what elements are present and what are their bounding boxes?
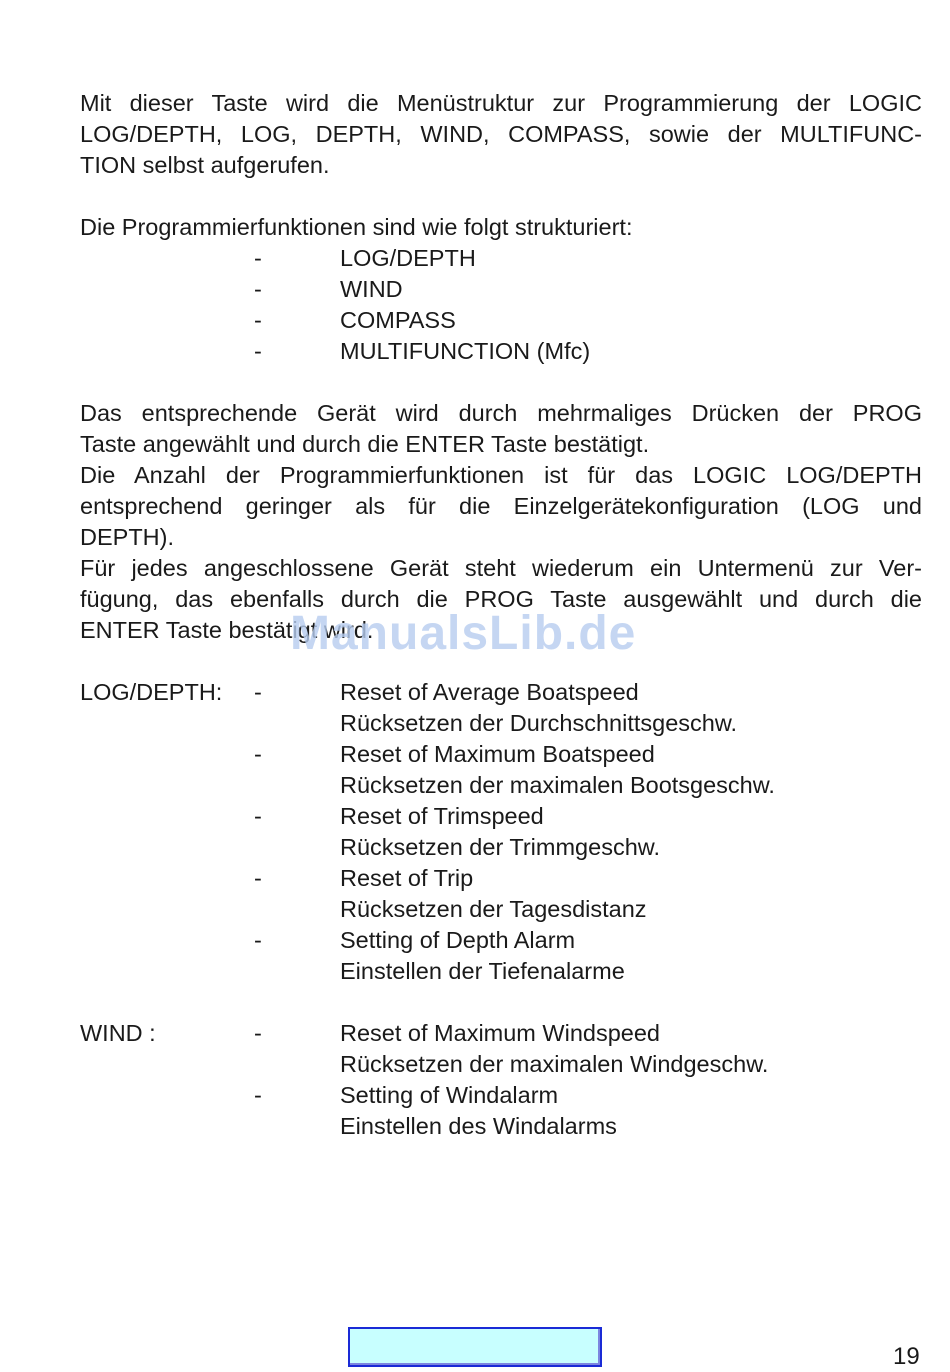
item-german: Rücksetzen der Durchschnittsgeschw. — [340, 710, 738, 736]
intro-line: TION selbst aufgerufen. — [80, 152, 330, 178]
list-item — [80, 925, 922, 956]
item-english: Reset of Trimspeed — [340, 803, 544, 829]
item-english: Reset of Maximum Boatspeed — [340, 741, 655, 767]
list-item — [80, 801, 922, 832]
body-line: entsprechend geringer als für die Einzelgerätekonfiguration (LOG und — [80, 493, 922, 519]
body-line: fügung, das ebenfalls durch die PROG Taste ausgewählt und durch die — [80, 586, 922, 612]
bullet-dash: - — [254, 307, 262, 333]
list-item — [80, 1111, 922, 1142]
bullet-dash: - — [254, 679, 262, 705]
wind-section — [80, 1018, 922, 1142]
body-line: Die Anzahl der Programmierfunktionen ist für das LOGIC LOG/DEPTH — [80, 462, 922, 488]
list-item-text: LOG/DEPTH — [340, 245, 476, 271]
bullet-dash: - — [254, 245, 262, 271]
list-item — [80, 305, 922, 336]
body-line: ENTER Taste bestätigt wird. — [80, 617, 374, 643]
body-line: DEPTH). — [80, 524, 174, 550]
intro-paragraph — [80, 88, 922, 181]
bullet-dash: - — [254, 1082, 262, 1108]
list-item-text: COMPASS — [340, 307, 456, 333]
bullet-dash: - — [254, 865, 262, 891]
list-item — [80, 1018, 922, 1049]
bullet-dash: - — [254, 338, 262, 364]
page-number: 19 — [893, 1343, 920, 1370]
list-item — [80, 677, 922, 708]
list-item — [80, 894, 922, 925]
item-german: Rücksetzen der maximalen Bootsgeschw. — [340, 772, 775, 798]
bullet-dash: - — [254, 276, 262, 302]
intro-line: Mit dieser Taste wird die Menüstruktur zur Programmierung der LOGIC — [80, 90, 922, 116]
bullet-dash: - — [254, 741, 262, 767]
list-item — [80, 274, 922, 305]
item-english: Reset of Maximum Windspeed — [340, 1020, 660, 1046]
item-german: Rücksetzen der Trimmgeschw. — [340, 834, 660, 860]
item-german: Einstellen des Windalarms — [340, 1113, 617, 1139]
list-item-text: WIND — [340, 276, 403, 302]
body-line: Für jedes angeschlossene Gerät steht wiederum ein Untermenü zur Ver- — [80, 555, 922, 581]
footer-box — [348, 1327, 602, 1367]
intro-line: LOG/DEPTH, LOG, DEPTH, WIND, COMPASS, sowie der MULTIFUNC- — [80, 121, 922, 147]
item-english: Setting of Depth Alarm — [340, 927, 576, 953]
item-german: Rücksetzen der Tagesdistanz — [340, 896, 647, 922]
item-english: Reset of Average Boatspeed — [340, 679, 639, 705]
list-item — [80, 243, 922, 274]
item-german: Rücksetzen der maximalen Windgeschw. — [340, 1051, 769, 1077]
list-item — [80, 1080, 922, 1111]
list-item — [80, 770, 922, 801]
watermark: ManualsLib.de — [290, 607, 637, 660]
log-depth-section — [80, 677, 922, 987]
list-item — [80, 708, 922, 739]
list-item — [80, 1049, 922, 1080]
bullet-dash: - — [254, 803, 262, 829]
list-item — [80, 863, 922, 894]
item-german: Einstellen der Tiefenalarme — [340, 958, 625, 984]
structure-section — [80, 212, 922, 367]
item-english: Reset of Trip — [340, 865, 474, 891]
bullet-dash: - — [254, 927, 262, 953]
bullet-dash: - — [254, 1020, 262, 1046]
item-english: Setting of Windalarm — [340, 1082, 559, 1108]
list-item-text: MULTIFUNCTION (Mfc) — [340, 338, 591, 364]
list-item — [80, 336, 922, 367]
section-label: WIND : — [80, 1020, 156, 1046]
list-item — [80, 739, 922, 770]
list-item — [80, 956, 922, 987]
section-label: LOG/DEPTH: — [80, 679, 223, 705]
structure-heading: Die Programmierfunktionen sind wie folgt strukturiert: — [80, 214, 633, 240]
body-line: Taste angewählt und durch die ENTER Taste bestätigt. — [80, 431, 650, 457]
body-line: Das entsprechende Gerät wird durch mehrmaliges Drücken der PROG — [80, 400, 922, 426]
list-item — [80, 832, 922, 863]
